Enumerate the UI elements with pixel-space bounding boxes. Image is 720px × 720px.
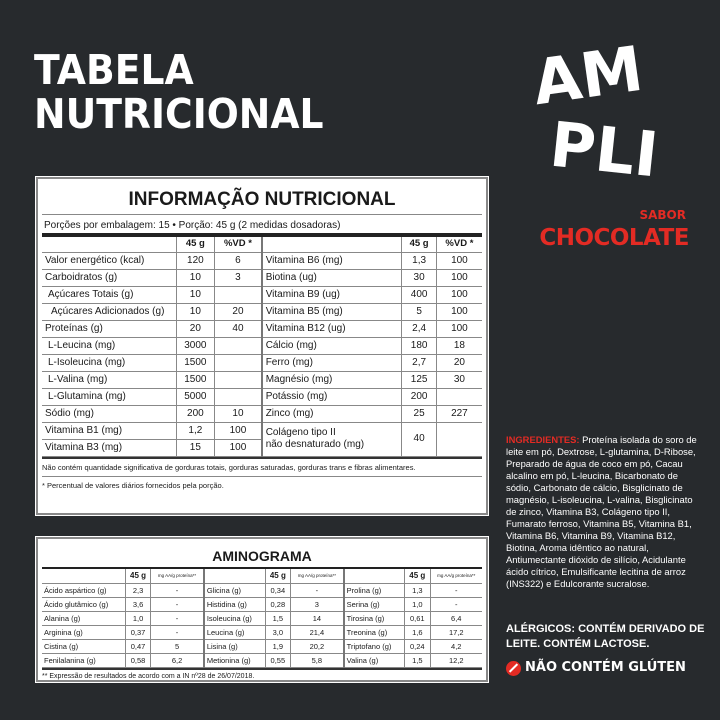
table-cell: Valor energético (kcal) (42, 252, 176, 269)
dv-footnote: * Percentual de valores diários fornecidos pela porção. (42, 480, 224, 490)
ingredients-label: INGREDIENTES: (506, 434, 580, 445)
table-row (42, 422, 482, 439)
table-cell: 3,6 (125, 597, 150, 611)
table-row (42, 583, 482, 597)
table-row (42, 611, 482, 625)
aminogram-title: AMINOGRAMA (42, 539, 482, 569)
table-cell: Vitamina B12 (ug) (262, 320, 402, 337)
table-cell: 100 (436, 269, 482, 286)
table-row (42, 625, 482, 639)
table-cell: 1500 (176, 354, 215, 371)
table-row (42, 286, 482, 303)
table-cell: 2,3 (125, 583, 150, 597)
table-cell: 45 g (265, 569, 290, 583)
table-cell: 5,8 (291, 653, 344, 667)
table-cell: 1,5 (265, 611, 290, 625)
table-cell: - (151, 597, 204, 611)
table-cell (262, 237, 402, 252)
table-row (42, 237, 482, 252)
table-cell: 180 (402, 337, 436, 354)
table-cell: L-Isoleucina (mg) (42, 354, 176, 371)
table-cell: 0,55 (265, 653, 290, 667)
table-cell: - (430, 597, 482, 611)
table-cell: Lisina (g) (204, 639, 265, 653)
table-cell: Serina (g) (344, 597, 405, 611)
table-cell (204, 569, 265, 583)
table-cell: 30 (402, 269, 436, 286)
table-cell: 125 (402, 371, 436, 388)
table-cell: 10 (176, 269, 215, 286)
table-cell: Metionina (g) (204, 653, 265, 667)
table-cell: 10 (215, 405, 262, 422)
nutrition-title: INFORMAÇÃO NUTRICIONAL (42, 179, 482, 215)
table-cell (215, 286, 262, 303)
table-cell: Vitamina B9 (ug) (262, 286, 402, 303)
heading-line: TABELA (34, 46, 194, 94)
table-cell: 3 (291, 597, 344, 611)
table-cell: mg AA/g proteína** (291, 569, 344, 583)
table-cell: Vitamina B1 (mg) (42, 422, 176, 439)
table-cell: Açúcares Adicionados (g) (42, 303, 176, 320)
table-cell: 1,3 (405, 583, 430, 597)
table-cell: 20 (436, 354, 482, 371)
table-cell: - (151, 625, 204, 639)
table-cell: 5 (402, 303, 436, 320)
table-cell: L-Leucina (mg) (42, 337, 176, 354)
table-cell: 1,3 (402, 252, 436, 269)
table-row (42, 269, 482, 286)
ampli-logo (525, 31, 695, 192)
table-cell: 1,0 (125, 611, 150, 625)
table-cell: 100 (215, 439, 262, 456)
logo-text: PLI (546, 107, 662, 192)
table-cell: Histidina (g) (204, 597, 265, 611)
table-cell: 200 (176, 405, 215, 422)
table-cell: 20 (215, 303, 262, 320)
gluten-text: NÃO CONTÉM GLÚTEN (525, 660, 686, 675)
heading-line: NUTRICIONAL (34, 90, 324, 138)
portion-info: Porções por embalagem: 15 • Porção: 45 g (2 medidas dosadoras) (42, 215, 482, 237)
table-cell: Ácido glutâmico (g) (42, 597, 125, 611)
allergens-warning: ALÉRGICOS: CONTÉM DERIVADO DE LEITE. CONTÉM LACTOSE. (506, 623, 705, 650)
table-cell: Cálcio (mg) (262, 337, 402, 354)
table-cell: 45 g (405, 569, 430, 583)
table-cell: 40 (215, 320, 262, 337)
table-cell: 0,24 (405, 639, 430, 653)
table-cell: 10 (176, 286, 215, 303)
table-cell: - (151, 583, 204, 597)
table-cell: Triptofano (g) (344, 639, 405, 653)
table-row (42, 405, 482, 422)
table-cell: - (151, 611, 204, 625)
table-cell: 45 g (176, 237, 215, 252)
table-cell: Arginina (g) (42, 625, 125, 639)
nutrition-facts-table (36, 177, 488, 515)
table-cell: 1,9 (265, 639, 290, 653)
table-cell: 6,2 (151, 653, 204, 667)
table-cell: L-Valina (mg) (42, 371, 176, 388)
table-row (42, 639, 482, 653)
table-cell: Magnésio (mg) (262, 371, 402, 388)
table-cell: 0,34 (265, 583, 290, 597)
table-cell: Tirosina (g) (344, 611, 405, 625)
table-cell: L-Glutamina (mg) (42, 388, 176, 405)
table-cell: 100 (436, 320, 482, 337)
table-cell: 30 (436, 371, 482, 388)
table-cell: - (291, 583, 344, 597)
table-row (42, 653, 482, 667)
table-cell: Vitamina B6 (mg) (262, 252, 402, 269)
table-cell: 0,28 (265, 597, 290, 611)
table-cell: 227 (436, 405, 482, 422)
table-row (42, 303, 482, 320)
table-row (42, 320, 482, 337)
table-cell: Açúcares Totais (g) (42, 286, 176, 303)
table-cell: 1500 (176, 371, 215, 388)
nutrition-note: Não contém quantidade significativa de gorduras totais, gorduras saturadas, gorduras trans e fibras alimentares. (42, 457, 482, 477)
table-cell: 2,4 (402, 320, 436, 337)
ingredients-text: Proteína isolada do soro de leite em pó, Dextrose, L-glutamina, D-Ribose, Preparado de água de coco em pó, Cacau alcalino em pó, L-leucina, Bicarbonato de sódio, Carbonato de cálcio, Bisglicinato de magnésio, L-isoleucina, L-valina, Bisglicinato de zinco, Vitamina B3, Colágeno tipo II, Fumarato ferroso, Vitamina B5, Vitamina B1, Vitamina B6, Vitamina B9, Vitamina B12, Biotina, Aroma idêntico ao natural, Antiumectante dióxido de silício, Acidulante ácido cítrico, Emulsificante lecitina de arroz (INS322) e Edulcorante sucralose. (506, 434, 697, 589)
table-cell: Prolina (g) (344, 583, 405, 597)
table-cell: %VD * (436, 237, 482, 252)
logo-text: AM (528, 31, 648, 120)
table-cell (344, 569, 405, 583)
no-gluten-icon (506, 661, 521, 676)
table-row (42, 388, 482, 405)
table-cell: %VD * (215, 237, 262, 252)
table-cell: 14 (291, 611, 344, 625)
table-row (42, 597, 482, 611)
table-cell: mg AA/g proteína** (430, 569, 482, 583)
table-cell: 120 (176, 252, 215, 269)
aminogram-table (36, 537, 488, 682)
table-cell: Biotina (ug) (262, 269, 402, 286)
table-cell (436, 422, 482, 456)
table-cell (215, 354, 262, 371)
table-cell: Vitamina B5 (mg) (262, 303, 402, 320)
table-cell (215, 371, 262, 388)
table-cell: Sódio (mg) (42, 405, 176, 422)
table-cell: Ácido aspártico (g) (42, 583, 125, 597)
table-row (42, 354, 482, 371)
table-cell: Potássio (mg) (262, 388, 402, 405)
table-cell: 4,2 (430, 639, 482, 653)
table-cell: 12,2 (430, 653, 482, 667)
table-cell: Leucina (g) (204, 625, 265, 639)
table-cell: 20,2 (291, 639, 344, 653)
table-cell: 0,47 (125, 639, 150, 653)
table-cell: 2,7 (402, 354, 436, 371)
table-cell: Fenilalanina (g) (42, 653, 125, 667)
table-cell: 1,2 (176, 422, 215, 439)
table-cell: Vitamina B3 (mg) (42, 439, 176, 456)
table-cell: 3,0 (265, 625, 290, 639)
table-cell: 100 (436, 286, 482, 303)
table-cell: 40 (402, 422, 436, 456)
table-cell: 1,5 (405, 653, 430, 667)
table-cell: 100 (436, 252, 482, 269)
table-cell (42, 569, 125, 583)
table-cell: 25 (402, 405, 436, 422)
table-cell: Zinco (mg) (262, 405, 402, 422)
table-cell (215, 337, 262, 354)
table-cell: 400 (402, 286, 436, 303)
table-row (42, 252, 482, 269)
table-cell: 10 (176, 303, 215, 320)
table-cell: Colágeno tipo II não desnaturado (mg) (262, 422, 402, 456)
table-cell: 1,0 (405, 597, 430, 611)
table-cell: Proteínas (g) (42, 320, 176, 337)
table-cell: 5 (151, 639, 204, 653)
table-cell: 17,2 (430, 625, 482, 639)
table-cell: Ferro (mg) (262, 354, 402, 371)
table-cell: 15 (176, 439, 215, 456)
table-cell: 45 g (125, 569, 150, 583)
table-cell: Treonina (g) (344, 625, 405, 639)
ingredients (506, 434, 704, 590)
table-cell: 0,58 (125, 653, 150, 667)
table-cell: Alanina (g) (42, 611, 125, 625)
table-cell: 20 (176, 320, 215, 337)
table-cell: 100 (215, 422, 262, 439)
table-cell (215, 388, 262, 405)
table-cell: 100 (436, 303, 482, 320)
table-cell: 45 g (402, 237, 436, 252)
table-cell: Valina (g) (344, 653, 405, 667)
table-cell: Cistina (g) (42, 639, 125, 653)
table-row (42, 371, 482, 388)
table-cell: 21,4 (291, 625, 344, 639)
table-cell: 18 (436, 337, 482, 354)
table-cell: Isoleucina (g) (204, 611, 265, 625)
gluten-free-badge (506, 660, 686, 676)
page-heading (34, 48, 324, 136)
table-cell: Glicina (g) (204, 583, 265, 597)
table-cell: 3000 (176, 337, 215, 354)
table-cell: 0,37 (125, 625, 150, 639)
flavor-label: SABOR (639, 208, 686, 222)
table-cell: 6,4 (430, 611, 482, 625)
table-row (42, 337, 482, 354)
table-cell: - (430, 583, 482, 597)
flavor-name: CHOCOLATE (539, 225, 689, 251)
table-cell: 6 (215, 252, 262, 269)
table-row (42, 569, 482, 583)
table-cell (42, 237, 176, 252)
table-cell: 200 (402, 388, 436, 405)
table-cell: 1,6 (405, 625, 430, 639)
table-cell (436, 388, 482, 405)
table-cell: mg AA/g proteína** (151, 569, 204, 583)
table-cell: 3 (215, 269, 262, 286)
aminogram-footnote: ** Expressão de resultados de acordo com a IN nº28 de 26/07/2018. (42, 668, 482, 682)
table-cell: Carboidratos (g) (42, 269, 176, 286)
table-cell: 0,61 (405, 611, 430, 625)
table-cell: 5000 (176, 388, 215, 405)
